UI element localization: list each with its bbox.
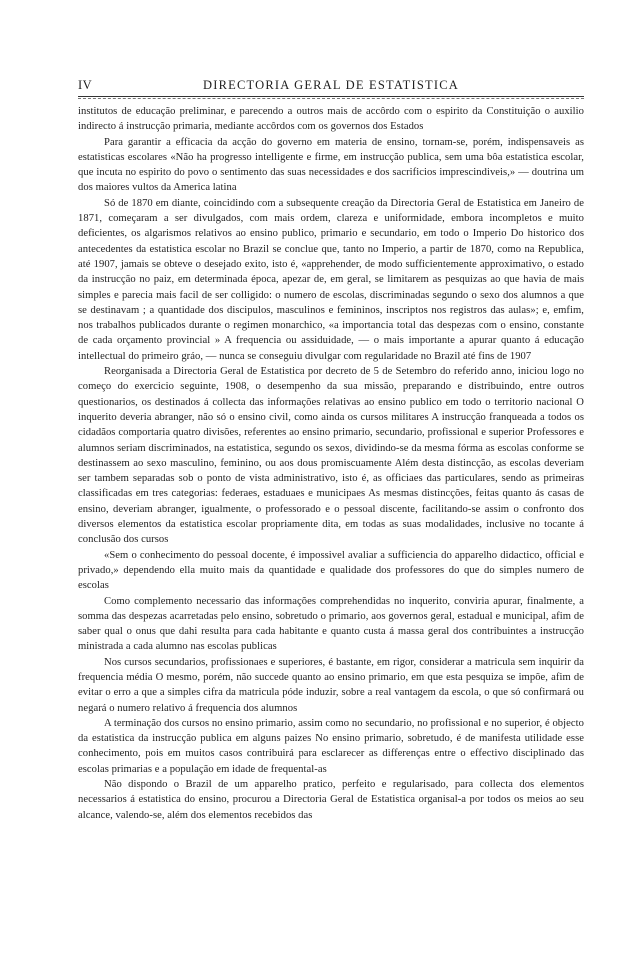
body-text — [78, 104, 584, 823]
header-rule — [78, 96, 584, 97]
paragraph: Reorganisada a Directoria Geral de Estatistica por decreto de 5 de Setembro do referido anno, iniciou logo no começo do exercicio seguinte, 1908, o desempenho da sua missão, preparando e distribuindo, entre outros questionarios, os destinados á collecta das informações relativas ao ensino publico em todo o territorio nacional O inquerito deveria abranger, não só o ensino civil, como ainda os cursos militares A instrucção franqueada a todos os cidadãos comportaria quatro divisões, referentes ao ensino primario, secundario, profissional e superior Professores e alumnos seriam discriminados, na estatistica, segundo os sexos, dividindo-se da mesma fórma as escolas conforme se destinassem ao sexo masculino, feminino, ou aos dous promiscuamente Além desta distincção, as escolas deveriam ser tambem separadas sob o ponto de vista administrativo, isto é, as officiaes das particulares, sendo as primeiras classificadas em tres categorias: federaes, estaduaes e municipaes As mesmas distincções, feitas quanto ás casas de ensino, deveriam abranger, igualmente, o professorado e o pessoal discente, facilitando-se assim o confronto dos diversos elementos da estatistica escolar propriamente dita, em todas as suas modalidades, inclusive no tocante á conclusão dos cursos — [78, 366, 584, 546]
paragraph: Só de 1870 em diante, coincidindo com a subsequente creação da Directoria Geral de Estatistica em Janeiro de 1871, começaram a ser divulgados, com mais ordem, clareza e uniformidade, embora incompletos e muito deficientes, os algarismos relativos ao ensino publico, primario e secundario, em todo o Imperio Do historico dos antecedentes da estatistica escolar no Brazil se conclue que, tanto no Imperio, a partir de 1870, como na Republica, até 1907, jamais se obteve o desejado exito, isto é, «apprehender, de modo sufficientemente approximativo, o estado da instrucção no paiz, em determinada época, apezar de, em geral, se limitarem as pesquizas ao que havia de mais simples e parecia mais facil de ser colligido: o numero de escolas, discriminadas segundo o sexo dos alumnos a que se destinavam ; a quantidade dos discipulos, masculinos e femininos, inscriptos nos registros das aulas»; e, emfim, nos trabalhos publicados durante o regimen monarchico, «a importancia total das despezas com o ensino, constante de cada orçamento provincial » A frequencia ou assiduidade, — o mais importante a apurar quanto á educação intellectual do primeiro gráo, — nunca se conseguiu divulgar com regularidade no Brazil até fins de 1907 — [78, 197, 584, 362]
paragraph: A terminação dos cursos no ensino primario, assim como no secundario, no profissional e no superior, é objecto da estatistica da instrucção publica em alguns paizes No ensino primario, sobretudo, é de manifesta utilidade esse conhecimento, pois em muitos casos contribuirá para esclarecer as differenças entre o effectivo disciplinado das escolas primarias e a população em idade de frequental-as — [78, 717, 584, 775]
page-header — [78, 78, 584, 94]
paragraph: Nos cursos secundarios, profissionaes e superiores, é bastante, em rigor, considerar a matricula sem inquirir da frequencia média O mesmo, porém, não succede quanto ao ensino primario, em que esta pesquiza se impõe, afim de evitar o erro a que a simples cifra da matricula póde induzir, sobre a real vantagem da escola, o que só confirmará ou negará o numero relativo á frequencia dos alumnos — [78, 656, 584, 714]
paragraph: institutos de educação preliminar, e parecendo a outros mais de accôrdo com o espirito da Constituição o auxilio indirecto á instrucção primaria, mediante accôrdos com os governos dos Estados — [78, 106, 584, 133]
page-number: IV — [78, 78, 93, 92]
paragraph: Para garantir a efficacia da acção do governo em materia de ensino, tornam-se, porém, indispensaveis as estatisticas escolares «Não ha progresso intelligente e firme, em instrucção publica, sem uma bôa estatistica escolar, que incuta no espirito do povo o sentimento das suas necessidades e dos sacrificios imprescindiveis,» — doutrina um dos maiores vultos da America latina — [78, 136, 584, 194]
paragraph: «Sem o conhecimento do pessoal docente, é impossivel avaliar a sufficiencia do apparelho didactico, official e privado,» dependendo ella muito mais da quantidade e qualidade dos professores do que do simples numero de escolas — [78, 549, 584, 592]
paragraph: Como complemento necessario das informações comprehendidas no inquerito, conviria apurar, finalmente, a somma das despezas acarretadas pelo ensino, sobretudo o primario, aos governos geral, estadual e municipal, afim de saber qual o onus que dahi resulta para cada habitante e quanto custa á massa geral dos contribuintes a instrucção ministrada a cada alumno nas escolas publicas — [78, 595, 584, 653]
running-title: DIRECTORIA GERAL DE ESTATISTICA — [203, 78, 459, 92]
paragraph: Não dispondo o Brazil de um apparelho pratico, perfeito e regularisado, para collecta dos elementos necessarios á estatistica do ensino, procurou a Directoria Geral de Estatistica organisal-a por todos os meios ao seu alcance, valendo-se, além dos elementos recebidos das — [78, 779, 584, 821]
